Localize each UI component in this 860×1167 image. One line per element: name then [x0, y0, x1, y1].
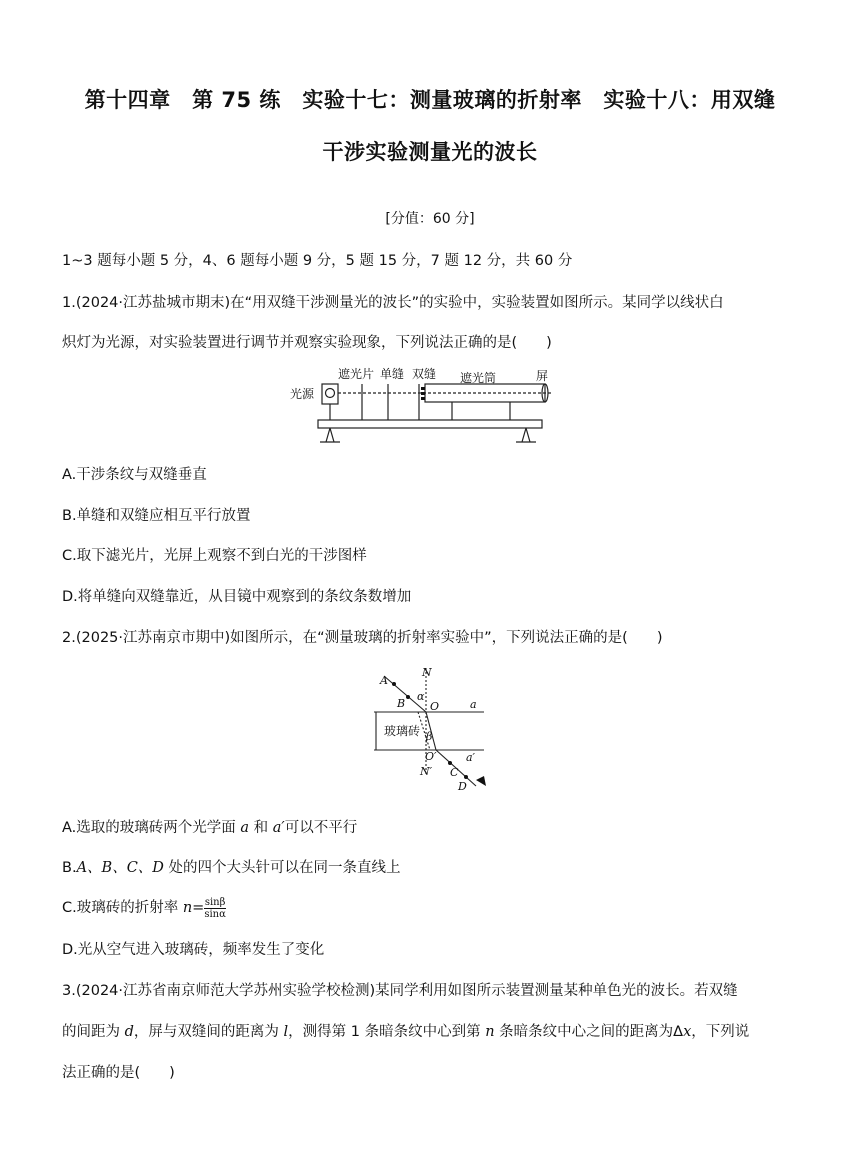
- q3-stem-line2: 的间距为 d，屏与双缝间的距离为 l，测得第 1 条暗条纹中心到第 n 条暗条纹中心之间的距离为Δx，下列说: [62, 1024, 750, 1040]
- q1-option-c: C.取下滤光片，光屏上观察不到白光的干涉图样: [62, 548, 367, 564]
- refractive-index-fraction: $\frac{\sin\beta}{\sin\alpha}$: [204, 896, 226, 920]
- lamp-box: [322, 384, 338, 404]
- label-single-slit: 单缝: [380, 367, 405, 381]
- q2-option-d: D.光从空气进入玻璃砖，频率发生了变化: [62, 942, 325, 958]
- q2-option-b: B.A、B、C、D 处的四个大头针可以在同一条直线上: [62, 860, 401, 876]
- eye-icon: [476, 776, 486, 786]
- label-tube: 遮光筒: [460, 371, 497, 385]
- pin-c-label: C: [450, 766, 459, 779]
- q3-stem-line1: 3.(2024·江苏省南京师范大学苏州实验学校检测)某同学利用如图所示装置测量某种单色光的波长。若双缝: [62, 983, 738, 999]
- label-double-slit: 双缝: [412, 367, 437, 381]
- refraction-figure: [370, 664, 510, 804]
- surface-a-prime-label: a′: [466, 751, 476, 764]
- angle-alpha-label: α: [417, 690, 425, 703]
- intro-text: 1~3 题每小题 5 分，4、6 题每小题 9 分，5 题 15 分，7 题 12 分，共 60 分: [62, 253, 573, 269]
- point-o-prime-label: O′: [425, 750, 437, 763]
- page-title-line1: 第十四章 第 75 练 实验十七：测量玻璃的折射率 实验十八：用双缝: [84, 88, 776, 112]
- q1-stem-line2: 炽灯为光源，对实验装置进行调节并观察实验现象，下列说法正确的是( ): [62, 335, 552, 351]
- q2-option-c: C.玻璃砖的折射率 n= $\frac{\sin\beta}{\sin\alpha}$: [62, 896, 226, 920]
- surface-a-label: a: [470, 698, 477, 711]
- page-title-line2: 干涉实验测量光的波长: [322, 140, 538, 164]
- label-screen: 屏: [536, 369, 549, 383]
- q1-option-a: A.干涉条纹与双缝垂直: [62, 467, 207, 483]
- normal-n-prime-label: N′: [420, 765, 433, 778]
- lamp-bulb: [326, 389, 335, 398]
- pin-a-label: A: [380, 674, 388, 687]
- optical-bench: [318, 420, 542, 428]
- q1-option-d: D.将单缝向双缝靠近，从目镜中观察到的条纹条数增加: [62, 589, 412, 605]
- q1-stem-line1: 1.(2024·江苏盐城市期末)在“用双缝干涉测量光的波长”的实验中，实验装置如图所示。某同学以线状白: [62, 295, 724, 311]
- point-o-label: O: [430, 700, 440, 713]
- angle-beta-label: β: [426, 730, 433, 743]
- normal-n-label: N: [422, 666, 432, 679]
- q3-stem-line3: 法正确的是( ): [62, 1065, 175, 1081]
- double-slit-apparatus-figure: [290, 362, 570, 456]
- q2-stem: 2.(2025·江苏南京市期中)如图所示，在“测量玻璃的折射率实验中”，下列说法正确的是( ): [62, 630, 663, 646]
- q1-option-b: B.单缝和双缝应相互平行放置: [62, 508, 251, 524]
- pin-d-label: D: [458, 780, 467, 793]
- label-filter: 遮光片: [338, 367, 375, 381]
- glass-block-label: 玻璃砖: [384, 724, 421, 738]
- q2-option-a: A.选取的玻璃砖两个光学面 a 和 a′可以不平行: [62, 820, 358, 836]
- label-light-source: 光源: [290, 387, 315, 401]
- score-label: [分值：60 分]: [385, 211, 475, 227]
- pin-b-label: B: [397, 697, 406, 710]
